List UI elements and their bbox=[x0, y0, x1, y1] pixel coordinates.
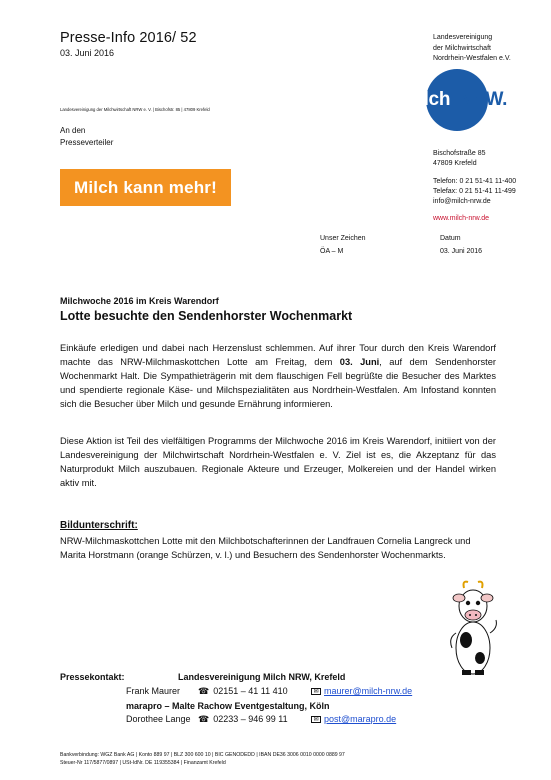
logo-nrw-text: NRW. bbox=[459, 89, 508, 110]
article-paragraph-2: Diese Aktion ist Teil des vielfältigen Programms der Milchwoche 2016 im Kreis Warendorf, initiiert von der Landesvereinigung der Milchwirtschaft Nordrhein-Westfalen e. V. Ziel ist es, die Akzeptanz für das Naturprodukt Milch auszubauen. Regionale Akteure und Erzeuger, Molkereien und der Handel wirken aktiv mit. bbox=[60, 436, 496, 488]
contact-1-name: Frank Maurer bbox=[126, 686, 181, 696]
mail-icon: ✉ bbox=[311, 716, 321, 723]
p1-bold-date: 03. Juni bbox=[339, 357, 380, 367]
recipient-line: Presseverteiler bbox=[60, 138, 114, 147]
article-kicker: Milchwoche 2016 im Kreis Warendorf bbox=[60, 296, 219, 306]
article-paragraph-1 bbox=[60, 341, 496, 411]
fax-line: Telefax: 0 21 51-41 11-499 bbox=[433, 188, 516, 196]
org-name bbox=[433, 33, 511, 65]
website-link[interactable]: www.milch-nrw.de bbox=[433, 215, 490, 222]
recipient bbox=[60, 125, 113, 149]
org-line: Landesvereinigung bbox=[433, 34, 493, 41]
mail-icon: ✉ bbox=[311, 688, 321, 695]
milch-kann-mehr-banner: Milch kann mehr! bbox=[60, 169, 231, 206]
milch-nrw-logo bbox=[402, 69, 522, 131]
contact-2-phone-number: 02233 – 946 99 11 bbox=[213, 714, 288, 724]
reference-label: Unser Zeichen bbox=[320, 235, 366, 242]
press-contact-label: Pressekontakt: bbox=[60, 672, 125, 682]
contact-info bbox=[433, 177, 516, 208]
contact-2-email-link[interactable]: post@marapro.de bbox=[324, 714, 397, 724]
phone-icon: ☎ bbox=[198, 686, 210, 696]
press-contact-org-2: marapro – Malte Rachow Eventgestaltung, Köln bbox=[126, 701, 330, 711]
header-date: 03. Juni 2016 bbox=[60, 48, 115, 58]
contact-1-phone bbox=[198, 686, 288, 697]
article-headline: Lotte besuchte den Sendenhorster Wochenmarkt bbox=[60, 309, 353, 323]
contact-2-name: Dorothee Lange bbox=[126, 714, 191, 724]
date-value: 03. Juni 2016 bbox=[440, 248, 483, 255]
p1-text-b: , auf dem Sendenhorster Wochenmarkt Halt. Die Sympathieträgerin mit dem flauschigen Fell begrüßte die Besucher des Marktes und spendierte regionale Käse- und Milchspezialitäten aus Nordrhein-Westfalen. Am Infostand konnten sich die Besucher über Milch und gesunde Ernährung informieren. bbox=[60, 357, 496, 409]
bank-details: Bankverbindung: WGZ Bank AG | Konto 889 97 | BLZ 300 600 10 | BIC GENODEDD | IBAN DE36 3006 0010 0000 0889 97 bbox=[60, 752, 345, 758]
phone-icon: ☎ bbox=[198, 714, 210, 724]
phone-line: Telefon: 0 21 51-41 11-400 bbox=[433, 178, 517, 185]
address bbox=[433, 149, 486, 169]
cow-mascot-icon bbox=[442, 578, 504, 676]
contact-2-phone bbox=[198, 714, 288, 725]
tax-details: Steuer-Nr 117/5877/0897 | USt-IdNr. DE 119355384 | Finanzamt Krefeld bbox=[60, 760, 226, 766]
recipient-line: An den bbox=[60, 126, 86, 135]
press-info-title: Presse-Info 2016/ 52 bbox=[60, 30, 197, 46]
address-line: Bischofstraße 85 bbox=[433, 150, 486, 157]
contact-1-email-link[interactable]: maurer@milch-nrw.de bbox=[324, 686, 413, 696]
date-label: Datum bbox=[440, 235, 461, 242]
contact-1-phone-number: 02151 – 41 11 410 bbox=[213, 686, 288, 696]
caption-text: NRW-Milchmaskottchen Lotte mit den Milchbotschafterinnen der Landfrauen Cornelia Langreck und Marita Horstmann (orange Schürzen, v. l.) und Besuchern des Sendenhorster Wochenmarkts. bbox=[60, 536, 471, 560]
contact-2-email[interactable] bbox=[311, 714, 396, 724]
email-line[interactable]: info@milch-nrw.de bbox=[433, 198, 491, 206]
press-contact-org-1: Landesvereinigung Milch NRW, Krefeld bbox=[178, 672, 346, 682]
sender-line: Landesvereinigung der Milchwirtschaft NRW e. V. | Bischofstr. 85 | 47809 Krefeld bbox=[60, 107, 210, 112]
org-line: der Milchwirtschaft bbox=[433, 44, 491, 52]
address-line: 47809 Krefeld bbox=[433, 160, 477, 168]
contact-1-email[interactable] bbox=[311, 686, 412, 696]
caption-title: Bildunterschrift: bbox=[60, 520, 138, 531]
reference-value: ÖA – M bbox=[320, 248, 344, 255]
p1-text-a: Einkäufe erledigen und dabei nach Herzenslust schlemmen. Auf ihrer Tour durch den Kreis Warendorf machte das NRW-Milchmaskottchen Lotte am Freitag, dem bbox=[60, 343, 496, 367]
logo-milch-text: milch bbox=[402, 89, 451, 110]
org-line: Nordrhein-Westfalen e.V. bbox=[433, 55, 511, 62]
